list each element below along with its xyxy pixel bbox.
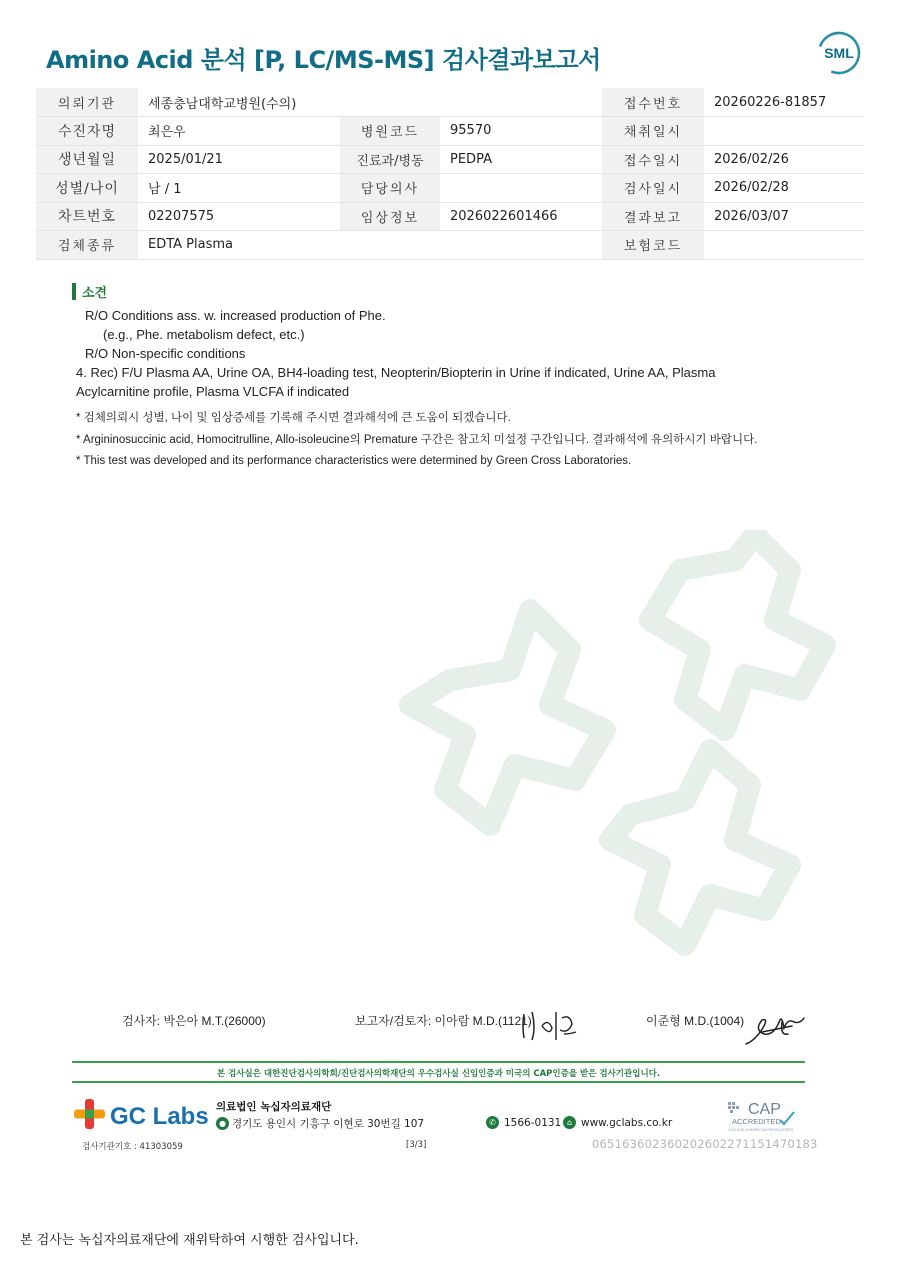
table-row [36,117,864,146]
notes [72,408,832,473]
tester-signature: 검사자: 박은아 M.T.(26000) [122,1014,266,1028]
divider [72,1061,805,1063]
info-value: 남 / 1 [138,174,340,203]
table-row [36,88,864,117]
sml-logo [816,30,862,76]
note-line: * This test was developed and its performance characteristics were determined by Green Cross Laboratories. [76,455,632,467]
info-label: 검사일시 [602,174,704,203]
opinion-line: Acylcarnitine profile, Plasma VLCFA if indicated [76,384,350,399]
info-value [440,174,602,203]
info-value: 2026/02/26 [704,145,864,174]
director-handwritten-signature [742,1010,806,1050]
certification-text: 본 검사실은 대한진단검사의학회/진단검사의학재단의 우수검사실 신임인증과 미국의 CAP인증을 받은 검사기관입니다. [216,1069,661,1079]
info-label: 접수번호 [602,88,704,117]
barcode-number: 065163602360202602271151470183 [592,1137,818,1151]
address-text: 경기도 용인시 기흥구 이현로 30번길 107 [232,1118,425,1130]
website [563,1116,672,1129]
opinion-line: R/O Non-specific conditions [85,346,246,361]
section-marker [72,283,76,300]
cap-title: CAP [748,1101,781,1118]
opinion-body [72,306,832,401]
info-label: 수진자명 [36,117,138,146]
sml-logo-text: SML [824,45,854,61]
info-value: PEDPA [440,145,602,174]
reporter-signature: 보고자/검토자: 이아람 M.D.(1121) [355,1014,532,1028]
note-line: * 검체의뢰시 성별, 나이 및 임상증세를 기록해 주시면 결과해석에 큰 도움이 되겠습니다. [76,412,511,424]
table-row [36,202,864,231]
footer-note: 본 검사는 녹십자의료재단에 재위탁하여 시행한 검사입니다. [20,1233,359,1248]
info-label: 채취일시 [602,117,704,146]
info-label: 차트번호 [36,202,138,231]
director-signature: 이준형 M.D.(1004) [646,1014,745,1028]
divider [72,1081,805,1083]
phone-text: 1566-0131 [504,1116,562,1129]
opinion-line: R/O Conditions ass. w. increased production of Phe. [85,308,386,323]
info-value: 2026022601466 [440,202,602,231]
info-label: 검체종류 [36,231,138,260]
phone-icon: ✆ [486,1116,499,1129]
info-label: 생년월일 [36,145,138,174]
info-value: EDTA Plasma [138,231,602,260]
report-title: Amino Acid 분석 [P, LC/MS-MS] 검사결과보고서 [46,46,601,74]
info-value: 2026/03/07 [704,202,864,231]
cap-subtitle: ACCREDITED [732,1117,781,1126]
opinion-section [72,282,832,473]
table-row [36,174,864,203]
home-icon: ⌂ [563,1116,576,1129]
table-row [36,231,864,260]
page-number: [3/3] [406,1140,427,1150]
address [216,1116,424,1131]
note-line: * Argininosuccinic acid, Homocitrulline, Allo-isoleucine의 Premature 구간은 참고치 미설정 구간입니다. 결과해석에 유의하시기 바랍니다. [76,433,758,446]
info-label: 담당의사 [340,174,440,203]
info-label: 의뢰기관 [36,88,138,117]
gc-labs-logo-text: GC Labs [110,1103,209,1130]
website-text: www.gclabs.co.kr [581,1116,673,1129]
phone [486,1116,561,1129]
info-label: 보험코드 [602,231,704,260]
info-label: 병원코드 [340,117,440,146]
info-label: 결과보고 [602,202,704,231]
organization-name: 의료법인 녹십자의료재단 [216,1101,332,1113]
patient-info-table [36,88,864,260]
info-value: 2025/01/21 [138,145,340,174]
info-label: 성별/나이 [36,174,138,203]
info-label: 진료과/병동 [340,145,440,174]
cap-accredited-logo [726,1098,806,1134]
cross-watermark [360,530,860,970]
info-value: 세종충남대학교병원(수의) [138,88,602,117]
info-value: 95570 [440,117,602,146]
opinion-line: (e.g., Phe. metabolism defect, etc.) [103,327,305,342]
location-pin-icon: ● [216,1117,229,1130]
opinion-heading [72,282,832,301]
info-value [704,231,864,260]
info-label: 접수일시 [602,145,704,174]
institution-code: 검사기관기호 : 41303059 [82,1142,183,1152]
info-value: 20260226-81857 [704,88,864,117]
gc-labs-logo [72,1097,212,1131]
info-value [704,117,864,146]
opinion-line: 4. Rec) F/U Plasma AA, Urine OA, BH4-loading test, Neopterin/Biopterin in Urine if indicated, Urine AA, Plasma [76,365,716,380]
info-label: 임상정보 [340,202,440,231]
info-value: 최은우 [138,117,340,146]
reporter-handwritten-signature [518,1004,580,1046]
cap-small-text: COLLEGE of AMERICAN PATHOLOGISTS [728,1128,794,1132]
info-value: 2026/02/28 [704,174,864,203]
info-value: 02207575 [138,202,340,231]
opinion-heading-text: 소견 [82,286,108,301]
table-row [36,145,864,174]
